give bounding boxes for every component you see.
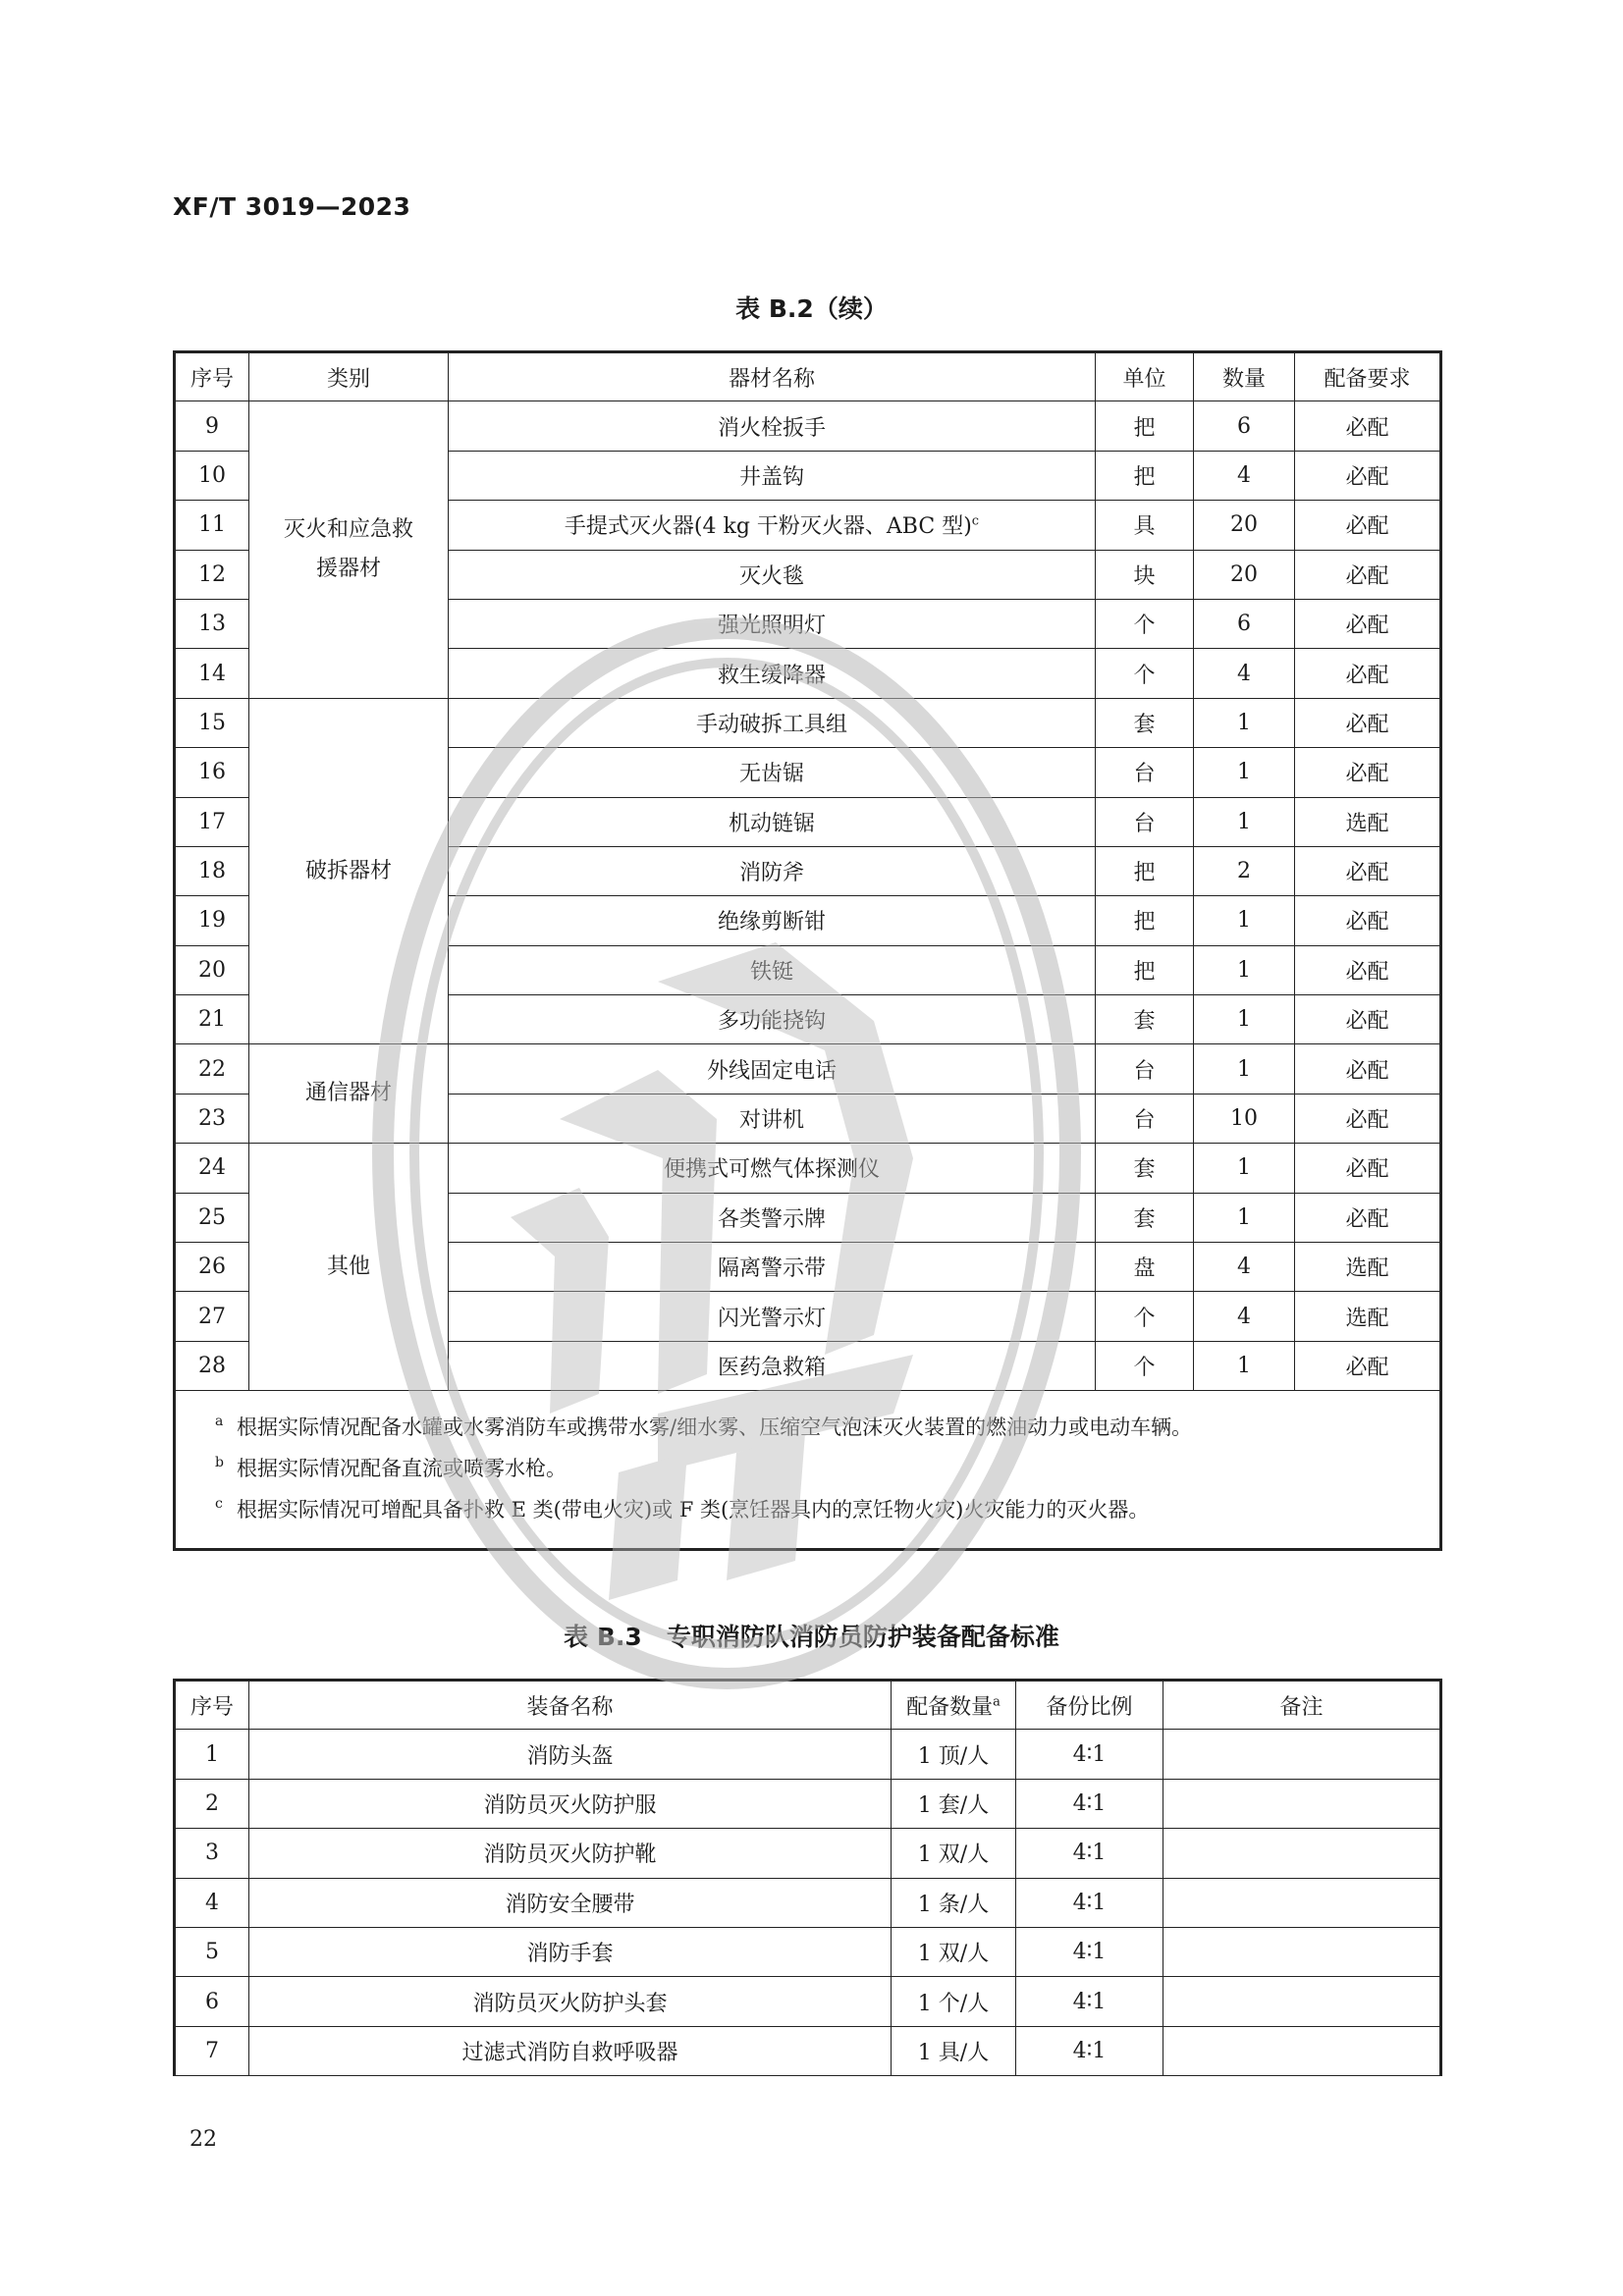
cell-equipment-name: 消防手套 <box>249 1927 892 1976</box>
cell-unit: 个 <box>1096 649 1194 698</box>
col-header-quantity: 配备数量$^a$ <box>892 1681 1016 1730</box>
cell-name: 消火栓扳手 <box>449 401 1096 451</box>
cell-qty: 1 <box>1194 945 1295 994</box>
cell-name: 各类警示牌 <box>449 1193 1096 1242</box>
standard-code: XF/T 3019—2023 <box>173 192 411 221</box>
cell-requirement: 必配 <box>1295 550 1441 599</box>
cell-category: 灭火和应急救援器材 <box>249 401 449 698</box>
table-row <box>175 401 1441 451</box>
cell-requirement: 必配 <box>1295 1193 1441 1242</box>
cell-no: 4 <box>175 1878 249 1927</box>
table-row <box>175 1044 1441 1094</box>
cell-requirement: 必配 <box>1295 501 1441 550</box>
cell-equipment-name: 消防员灭火防护头套 <box>249 1977 892 2026</box>
col-header-category: 类别 <box>249 352 449 401</box>
col-header-equipment-name: 装备名称 <box>249 1681 892 1730</box>
cell-unit: 把 <box>1096 945 1194 994</box>
col-header-qty: 数量 <box>1194 352 1295 401</box>
cell-equipment-name: 消防员灭火防护服 <box>249 1779 892 1828</box>
cell-backup-ratio: 4∶1 <box>1016 2026 1163 2075</box>
cell-unit: 套 <box>1096 1144 1194 1193</box>
cell-remark <box>1163 1878 1441 1927</box>
cell-name: 闪光警示灯 <box>449 1292 1096 1341</box>
table-row <box>175 1779 1441 1828</box>
cell-qty: 10 <box>1194 1094 1295 1143</box>
table-row <box>175 1829 1441 1878</box>
col-header-no: 序号 <box>175 352 249 401</box>
cell-remark <box>1163 1730 1441 1779</box>
cell-no: 22 <box>175 1044 249 1094</box>
cell-requirement: 必配 <box>1295 1094 1441 1143</box>
cell-qty: 1 <box>1194 698 1295 747</box>
cell-unit: 台 <box>1096 748 1194 797</box>
cell-unit: 把 <box>1096 846 1194 895</box>
cell-unit: 个 <box>1096 1292 1194 1341</box>
table-b2-caption: 表 B.2（续） <box>735 294 888 323</box>
cell-remark <box>1163 2026 1441 2075</box>
table-row <box>175 1144 1441 1193</box>
cell-name: 便携式可燃气体探测仪 <box>449 1144 1096 1193</box>
cell-no: 3 <box>175 1829 249 1878</box>
col-header-no: 序号 <box>175 1681 249 1730</box>
cell-backup-ratio: 4∶1 <box>1016 1829 1163 1878</box>
cell-no: 27 <box>175 1292 249 1341</box>
cell-name: 铁铤 <box>449 945 1096 994</box>
cell-unit: 把 <box>1096 451 1194 500</box>
cell-quantity: 1 套/人 <box>892 1779 1016 1828</box>
cell-category: 通信器材 <box>249 1044 449 1144</box>
cell-no: 1 <box>175 1730 249 1779</box>
table-row <box>175 2026 1441 2075</box>
cell-requirement: 必配 <box>1295 1144 1441 1193</box>
cell-qty: 4 <box>1194 1292 1295 1341</box>
cell-backup-ratio: 4∶1 <box>1016 1730 1163 1779</box>
cell-no: 7 <box>175 2026 249 2075</box>
col-header-remark: 备注 <box>1163 1681 1441 1730</box>
cell-qty: 6 <box>1194 401 1295 451</box>
cell-no: 17 <box>175 797 249 846</box>
cell-no: 10 <box>175 451 249 500</box>
cell-unit: 台 <box>1096 797 1194 846</box>
table-row <box>175 1927 1441 1976</box>
table-b2 <box>173 350 1442 1551</box>
cell-no: 5 <box>175 1927 249 1976</box>
cell-backup-ratio: 4∶1 <box>1016 1977 1163 2026</box>
col-header-name: 器材名称 <box>449 352 1096 401</box>
cell-qty: 2 <box>1194 846 1295 895</box>
cell-no: 26 <box>175 1243 249 1292</box>
cell-name: 对讲机 <box>449 1094 1096 1143</box>
cell-qty: 1 <box>1194 797 1295 846</box>
cell-unit: 台 <box>1096 1044 1194 1094</box>
cell-remark <box>1163 1779 1441 1828</box>
cell-requirement: 必配 <box>1295 401 1441 451</box>
cell-unit: 把 <box>1096 896 1194 945</box>
cell-no: 2 <box>175 1779 249 1828</box>
col-header-backup-ratio: 备份比例 <box>1016 1681 1163 1730</box>
cell-no: 15 <box>175 698 249 747</box>
cell-no: 19 <box>175 896 249 945</box>
table-header-row <box>175 1681 1441 1730</box>
cell-no: 25 <box>175 1193 249 1242</box>
cell-name: 外线固定电话 <box>449 1044 1096 1094</box>
cell-requirement: 必配 <box>1295 698 1441 747</box>
cell-name: 绝缘剪断钳 <box>449 896 1096 945</box>
cell-requirement: 必配 <box>1295 945 1441 994</box>
cell-quantity: 1 顶/人 <box>892 1730 1016 1779</box>
cell-unit: 套 <box>1096 698 1194 747</box>
cell-no: 20 <box>175 945 249 994</box>
cell-name: 救生缓降器 <box>449 649 1096 698</box>
cell-qty: 1 <box>1194 995 1295 1044</box>
cell-qty: 4 <box>1194 649 1295 698</box>
cell-qty: 4 <box>1194 451 1295 500</box>
col-header-requirement: 配备要求 <box>1295 352 1441 401</box>
cell-no: 24 <box>175 1144 249 1193</box>
cell-no: 6 <box>175 1977 249 2026</box>
cell-no: 14 <box>175 649 249 698</box>
cell-name: 机动链锯 <box>449 797 1096 846</box>
cell-requirement: 必配 <box>1295 896 1441 945</box>
cell-name: 井盖钩 <box>449 451 1096 500</box>
cell-qty: 1 <box>1194 748 1295 797</box>
table-notes <box>175 1391 1441 1550</box>
cell-name: 医药急救箱 <box>449 1341 1096 1390</box>
cell-quantity: 1 具/人 <box>892 2026 1016 2075</box>
cell-equipment-name: 过滤式消防自救呼吸器 <box>249 2026 892 2075</box>
cell-requirement: 选配 <box>1295 1243 1441 1292</box>
page-number: 22 <box>189 2127 217 2152</box>
cell-backup-ratio: 4∶1 <box>1016 1878 1163 1927</box>
cell-quantity: 1 条/人 <box>892 1878 1016 1927</box>
note-a: a 根据实际情况配备水罐或水雾消防车或携带水雾/细水雾、压缩空气泡沫灭火装置的燃油动力或电动车辆。 <box>215 1414 1193 1440</box>
cell-requirement: 选配 <box>1295 797 1441 846</box>
cell-unit: 个 <box>1096 599 1194 648</box>
table-b3 <box>173 1679 1442 2076</box>
table-header-row <box>175 352 1441 401</box>
table-b3-caption: 表 B.3 专职消防队消防员防护装备配备标准 <box>564 1623 1059 1651</box>
cell-name: 无齿锯 <box>449 748 1096 797</box>
table-row <box>175 698 1441 747</box>
cell-equipment-name: 消防头盔 <box>249 1730 892 1779</box>
note-c: c 根据实际情况可增配具备扑救 E 类(带电火灾)或 F 类(烹饪器具内的烹饪物火灾)火灾能力的灭火器。 <box>215 1496 1150 1522</box>
cell-unit: 套 <box>1096 995 1194 1044</box>
cell-qty: 1 <box>1194 1144 1295 1193</box>
cell-no: 12 <box>175 550 249 599</box>
cell-equipment-name: 消防安全腰带 <box>249 1878 892 1927</box>
cell-name: 隔离警示带 <box>449 1243 1096 1292</box>
cell-unit: 套 <box>1096 1193 1194 1242</box>
cell-remark <box>1163 1829 1441 1878</box>
cell-qty: 1 <box>1194 1193 1295 1242</box>
cell-remark <box>1163 1977 1441 2026</box>
cell-quantity: 1 双/人 <box>892 1927 1016 1976</box>
cell-qty: 20 <box>1194 501 1295 550</box>
cell-no: 13 <box>175 599 249 648</box>
cell-quantity: 1 双/人 <box>892 1829 1016 1878</box>
cell-qty: 1 <box>1194 1044 1295 1094</box>
cell-name: 手动破拆工具组 <box>449 698 1096 747</box>
cell-name: 多功能挠钩 <box>449 995 1096 1044</box>
cell-requirement: 必配 <box>1295 1044 1441 1094</box>
table-row <box>175 1878 1441 1927</box>
cell-unit: 具 <box>1096 501 1194 550</box>
cell-name: 灭火毯 <box>449 550 1096 599</box>
cell-equipment-name: 消防员灭火防护靴 <box>249 1829 892 1878</box>
cell-qty: 1 <box>1194 1341 1295 1390</box>
cell-category: 其他 <box>249 1144 449 1391</box>
col-header-unit: 单位 <box>1096 352 1194 401</box>
cell-no: 28 <box>175 1341 249 1390</box>
cell-qty: 4 <box>1194 1243 1295 1292</box>
cell-no: 18 <box>175 846 249 895</box>
cell-qty: 20 <box>1194 550 1295 599</box>
cell-requirement: 必配 <box>1295 599 1441 648</box>
cell-requirement: 必配 <box>1295 649 1441 698</box>
cell-unit: 块 <box>1096 550 1194 599</box>
cell-no: 11 <box>175 501 249 550</box>
cell-no: 21 <box>175 995 249 1044</box>
cell-name: 手提式灭火器(4 kg 干粉灭火器、ABC 型)$^c$ <box>449 501 1096 550</box>
note-b: b 根据实际情况配备直流或喷雾水枪。 <box>215 1455 567 1481</box>
cell-backup-ratio: 4∶1 <box>1016 1779 1163 1828</box>
cell-requirement: 必配 <box>1295 748 1441 797</box>
cell-name: 消防斧 <box>449 846 1096 895</box>
cell-requirement: 必配 <box>1295 846 1441 895</box>
cell-remark <box>1163 1927 1441 1976</box>
cell-qty: 1 <box>1194 896 1295 945</box>
cell-quantity: 1 个/人 <box>892 1977 1016 2026</box>
cell-no: 9 <box>175 401 249 451</box>
cell-name: 强光照明灯 <box>449 599 1096 648</box>
cell-backup-ratio: 4∶1 <box>1016 1927 1163 1976</box>
cell-no: 16 <box>175 748 249 797</box>
cell-unit: 盘 <box>1096 1243 1194 1292</box>
table-row <box>175 1977 1441 2026</box>
cell-category: 破拆器材 <box>249 698 449 1044</box>
cell-requirement: 必配 <box>1295 995 1441 1044</box>
cell-unit: 把 <box>1096 401 1194 451</box>
cell-qty: 6 <box>1194 599 1295 648</box>
table-row <box>175 1730 1441 1779</box>
cell-no: 23 <box>175 1094 249 1143</box>
cell-unit: 台 <box>1096 1094 1194 1143</box>
cell-unit: 个 <box>1096 1341 1194 1390</box>
cell-requirement: 必配 <box>1295 451 1441 500</box>
cell-requirement: 必配 <box>1295 1341 1441 1390</box>
cell-requirement: 选配 <box>1295 1292 1441 1341</box>
